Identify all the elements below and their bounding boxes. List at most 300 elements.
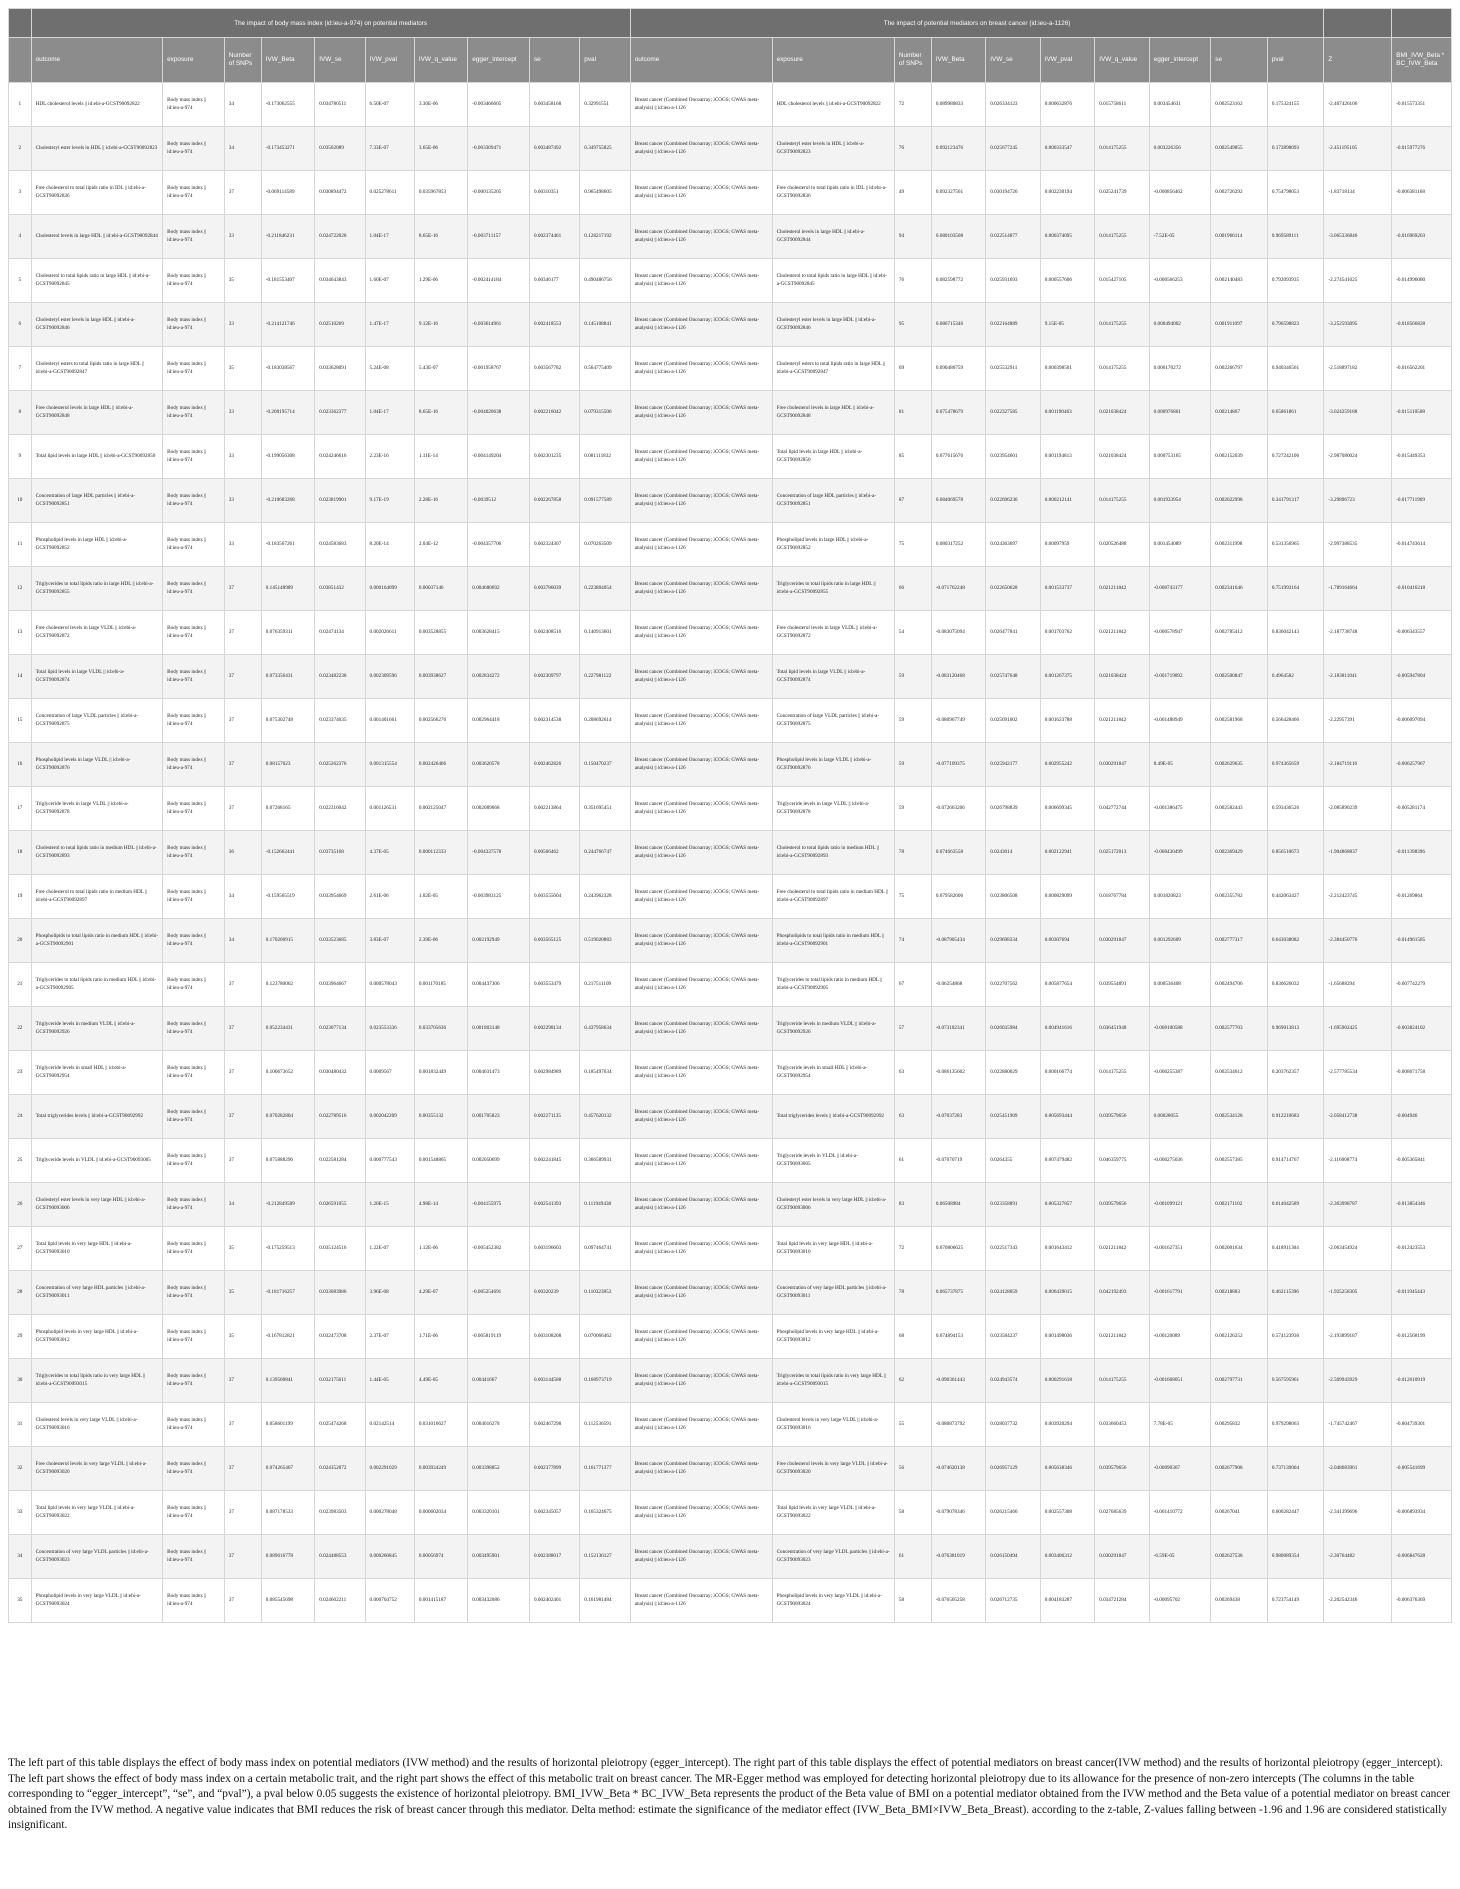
table-cell: 0.003458168 bbox=[529, 83, 579, 127]
table-cell: -0.006847628 bbox=[1392, 1535, 1452, 1579]
table-cell: 2.37E-07 bbox=[365, 1315, 414, 1359]
table-cell: 0.00028055 bbox=[1149, 1095, 1211, 1139]
table-cell: 0.00441667 bbox=[468, 1359, 530, 1403]
table-cell: 0.914714767 bbox=[1267, 1139, 1324, 1183]
table-cell: 62 bbox=[894, 1359, 931, 1403]
table-cell: 0.150470237 bbox=[580, 743, 630, 787]
column-header: IVW_pval bbox=[1040, 38, 1094, 83]
table-cell: 0.026712735 bbox=[986, 1579, 1040, 1623]
table-cell: 0.022650628 bbox=[986, 567, 1040, 611]
table-cell: 0.979298063 bbox=[1267, 1403, 1324, 1447]
table-cell: 0.00320239 bbox=[529, 1271, 579, 1315]
table-cell: -0.011398396 bbox=[1392, 831, 1452, 875]
table-cell: 0.075888296 bbox=[261, 1139, 314, 1183]
table-cell: -0.005947804 bbox=[1392, 655, 1452, 699]
table-cell: Body mass index || id:ieu-a-974 bbox=[163, 963, 225, 1007]
table-cell: 0.003320101 bbox=[468, 1491, 530, 1535]
table-cell: 0.004941616 bbox=[1040, 1007, 1094, 1051]
table-cell: 0.643038082 bbox=[1267, 919, 1324, 963]
table-cell: Body mass index || id:ieu-a-974 bbox=[163, 1095, 225, 1139]
table-cell: 0.097464741 bbox=[580, 1227, 630, 1271]
row-index: 33 bbox=[9, 1491, 32, 1535]
table-cell: 0.090486759 bbox=[931, 347, 985, 391]
table-cell: 57 bbox=[894, 1007, 931, 1051]
table-cell: Total lipid levels in large VLDL || id:ebi-a-GCST90092874 bbox=[31, 655, 163, 699]
table-cell: 55 bbox=[894, 1403, 931, 1447]
table-cell: Phospholipid levels in very large VLDL || id:ebi-a-GCST90093024 bbox=[772, 1579, 894, 1623]
table-cell: 0.002050699 bbox=[468, 1139, 530, 1183]
table-cell: Concentration of large HDL particles || id:ebi-a-GCST90092851 bbox=[772, 479, 894, 523]
table-cell: 0.00310351 bbox=[529, 171, 579, 215]
table-cell: 0.023358891 bbox=[986, 1183, 1040, 1227]
table-cell: 0.001415187 bbox=[414, 1579, 467, 1623]
table-cell: 0.025677245 bbox=[986, 127, 1040, 171]
table-cell: Phospholipid levels in very large HDL || id:ebi-a-GCST90093012 bbox=[772, 1315, 894, 1359]
table-row bbox=[9, 1359, 1452, 1403]
table-cell: 0.001315554 bbox=[365, 743, 414, 787]
table-cell: Breast cancer (Combined Oncoarray; iCOGS; GWAS meta-analysis) || id:ieu-a-1126 bbox=[630, 83, 772, 127]
column-header: se bbox=[529, 38, 579, 83]
table-cell: -0.013854346 bbox=[1392, 1183, 1452, 1227]
table-cell: 0.07268165 bbox=[261, 787, 314, 831]
table-cell: Body mass index || id:ieu-a-974 bbox=[163, 787, 225, 831]
table-cell: Total triglycerides levels || id:ebi-a-GCST90092992 bbox=[31, 1095, 163, 1139]
table-cell: Concentration of large VLDL particles || id:ebi-a-GCST90092875 bbox=[772, 699, 894, 743]
table-cell: 0.030291847 bbox=[1095, 919, 1149, 963]
table-row bbox=[9, 1227, 1452, 1271]
table-cell: 1.29E-06 bbox=[414, 259, 467, 303]
table-cell: 0.457620132 bbox=[580, 1095, 630, 1139]
column-header: IVW_pval bbox=[365, 38, 414, 83]
table-cell: 0.052234431 bbox=[261, 1007, 314, 1051]
table-cell: 0.004680692 bbox=[468, 567, 530, 611]
table-cell: 0.969013813 bbox=[1267, 1007, 1324, 1051]
table-cell: 0.00269438 bbox=[1211, 1579, 1268, 1623]
table-cell: 0.567595961 bbox=[1267, 1359, 1324, 1403]
table-cell: 0.0009567 bbox=[365, 1051, 414, 1095]
table-cell: 0.0243014 bbox=[986, 831, 1040, 875]
table-cell: 56 bbox=[894, 1447, 931, 1491]
table-cell: Phospholipid levels in large VLDL || id:ebi-a-GCST90092876 bbox=[772, 743, 894, 787]
table-cell: -0.083120468 bbox=[931, 655, 985, 699]
table-cell: 0.022789516 bbox=[315, 1095, 365, 1139]
table-cell: 0.001933954 bbox=[1149, 479, 1211, 523]
table-cell: -0.016969203 bbox=[1392, 215, 1452, 259]
table-cell: 0.025931693 bbox=[986, 259, 1040, 303]
table-cell: Body mass index || id:ieu-a-974 bbox=[163, 567, 225, 611]
row-index: 26 bbox=[9, 1183, 32, 1227]
table-cell: 8.65E-16 bbox=[414, 391, 467, 435]
table-cell: Total triglycerides levels || id:ebi-a-GCST90092992 bbox=[772, 1095, 894, 1139]
table-cell: Body mass index || id:ieu-a-974 bbox=[163, 1051, 225, 1095]
table-cell: Body mass index || id:ieu-a-974 bbox=[163, 1579, 225, 1623]
table-cell: -2.577785534 bbox=[1324, 1051, 1392, 1095]
table-cell: 1.47E-17 bbox=[365, 303, 414, 347]
table-cell: 0.031016627 bbox=[414, 1403, 467, 1447]
table-cell: Cholesteryl ester levels in very large HDL || id:ebi-a-GCST90093006 bbox=[31, 1183, 163, 1227]
table-cell: 0.00307694 bbox=[1040, 919, 1094, 963]
table-cell: 0.002298134 bbox=[529, 1007, 579, 1051]
table-cell: 72 bbox=[894, 1227, 931, 1271]
table-cell: 0.002369429 bbox=[1211, 831, 1268, 875]
table-cell: Breast cancer (Combined Oncoarray; iCOGS; GWAS meta-analysis) || id:ieu-a-1126 bbox=[630, 831, 772, 875]
table-cell: 34 bbox=[224, 1183, 261, 1227]
table-cell: Free cholesterol levels in very large VLDL || id:ebi-a-GCST90093020 bbox=[772, 1447, 894, 1491]
table-cell: 0.001820823 bbox=[1149, 875, 1211, 919]
table-cell: 0.000829099 bbox=[1040, 875, 1094, 919]
row-index: 34 bbox=[9, 1535, 32, 1579]
table-cell: -2.202542346 bbox=[1324, 1579, 1392, 1623]
table-cell: Concentration of very large VLDL particles || id:ebi-a-GCST90093023 bbox=[772, 1535, 894, 1579]
table-cell: 0.002677908 bbox=[1211, 1447, 1268, 1491]
table-cell: HDL cholesterol levels || id:ebi-a-GCST90092822 bbox=[31, 83, 163, 127]
table-cell: 0.025691002 bbox=[986, 699, 1040, 743]
table-cell: 0.65861861 bbox=[1267, 391, 1324, 435]
table-cell: -0.086135602 bbox=[931, 1051, 985, 1095]
table-cell: 0.000170272 bbox=[1149, 347, 1211, 391]
table-cell: 0.002523162 bbox=[1211, 83, 1268, 127]
table-cell: -1.904868837 bbox=[1324, 831, 1392, 875]
table-cell: 0.003553479 bbox=[529, 963, 579, 1007]
table-cell: 0.022327585 bbox=[986, 391, 1040, 435]
mediator-table bbox=[8, 8, 1452, 1623]
table-row bbox=[9, 919, 1452, 963]
table-cell: 3.30E-06 bbox=[414, 83, 467, 127]
table-cell: 2.61E-06 bbox=[365, 875, 414, 919]
table-cell: 0.000557606 bbox=[1040, 259, 1094, 303]
table-cell: 0.025451909 bbox=[986, 1095, 1040, 1139]
table-cell: -0.000135205 bbox=[468, 171, 530, 215]
table-cell: -1.789164664 bbox=[1324, 567, 1392, 611]
row-index: 24 bbox=[9, 1095, 32, 1139]
table-cell: 0.002324307 bbox=[529, 523, 579, 567]
table-row bbox=[9, 391, 1452, 435]
table-cell: Breast cancer (Combined Oncoarray; iCOGS; GWAS meta-analysis) || id:ieu-a-1126 bbox=[630, 127, 772, 171]
table-cell: 0.001803148 bbox=[468, 1007, 530, 1051]
table-cell: 67 bbox=[894, 963, 931, 1007]
table-cell: 0.161981484 bbox=[580, 1579, 630, 1623]
table-cell: 35 bbox=[224, 1271, 261, 1315]
table-cell: -0.06254868 bbox=[931, 963, 985, 1007]
table-cell: Phospholipid levels in large HDL || id:ebi-a-GCST90092852 bbox=[772, 523, 894, 567]
table-cell: -0.003614961 bbox=[468, 303, 530, 347]
table-cell: Cholesteryl ester levels in large HDL || id:ebi-a-GCST90092846 bbox=[772, 303, 894, 347]
table-cell: 0.003226356 bbox=[1149, 127, 1211, 171]
table-cell: -0.080967749 bbox=[931, 699, 985, 743]
table-cell: -0.003824102 bbox=[1392, 1007, 1452, 1051]
table-cell: -3.252593095 bbox=[1324, 303, 1392, 347]
table-cell: 0.002309797 bbox=[529, 655, 579, 699]
table-cell: -0.01269864 bbox=[1392, 875, 1452, 919]
table-cell: 8.49E-05 bbox=[1149, 743, 1211, 787]
table-cell: 0.002140483 bbox=[1211, 259, 1268, 303]
table-cell: Breast cancer (Combined Oncoarray; iCOGS; GWAS meta-analysis) || id:ieu-a-1126 bbox=[630, 1535, 772, 1579]
table-cell: -1.83718134 bbox=[1324, 171, 1392, 215]
table-cell: 1.04E-17 bbox=[365, 215, 414, 259]
table-cell: 0.024246616 bbox=[315, 435, 365, 479]
table-cell: 0.002152039 bbox=[1211, 435, 1268, 479]
table-cell: 0.002022998 bbox=[1211, 479, 1268, 523]
table-cell: Body mass index || id:ieu-a-974 bbox=[163, 1447, 225, 1491]
table-cell: 0.021211842 bbox=[1095, 1227, 1149, 1271]
table-cell: 0.001190463 bbox=[1040, 391, 1094, 435]
table-cell: -0.006376369 bbox=[1392, 1579, 1452, 1623]
column-header: pval bbox=[1267, 38, 1324, 83]
table-row bbox=[9, 1139, 1452, 1183]
table-cell: 0.170200915 bbox=[261, 919, 314, 963]
table-cell: Body mass index || id:ieu-a-974 bbox=[163, 1491, 225, 1535]
table-cell: 0.005877654 bbox=[1040, 963, 1094, 1007]
table-cell: -0.07037283 bbox=[931, 1095, 985, 1139]
table-cell: 0.025474268 bbox=[315, 1403, 365, 1447]
table-row bbox=[9, 127, 1452, 171]
table-cell: 0.00355132 bbox=[414, 1095, 467, 1139]
table-cell: 0.244766747 bbox=[580, 831, 630, 875]
table-cell: 0.462115396 bbox=[1267, 1271, 1324, 1315]
table-cell: 0.175324155 bbox=[1267, 83, 1324, 127]
table-cell: -2.22957391 bbox=[1324, 699, 1392, 743]
table-cell: Breast cancer (Combined Oncoarray; iCOGS; GWAS meta-analysis) || id:ieu-a-1126 bbox=[630, 1007, 772, 1051]
table-cell: 0.039579656 bbox=[1095, 1183, 1149, 1227]
table-cell: 0.002230194 bbox=[1040, 171, 1094, 215]
table-cell: 0.000260845 bbox=[365, 1535, 414, 1579]
table-cell: 59 bbox=[894, 787, 931, 831]
table-cell: 0.110323853 bbox=[580, 1271, 630, 1315]
table-cell: 0.003555604 bbox=[529, 875, 579, 919]
table-cell: -0.175259513 bbox=[261, 1227, 314, 1271]
table-cell: 49 bbox=[894, 171, 931, 215]
column-header: Number of SNPs bbox=[894, 38, 931, 83]
table-cell: Free cholesterol levels in large HDL || id:ebi-a-GCST90092848 bbox=[31, 391, 163, 435]
table-cell: 9.12E-16 bbox=[414, 303, 467, 347]
group-header-product bbox=[1392, 9, 1452, 38]
table-cell: -0.090361443 bbox=[931, 1359, 985, 1403]
table-cell: 0.025278611 bbox=[365, 171, 414, 215]
table-cell: Concentration of very large HDL particles || id:ebi-a-GCST90093011 bbox=[772, 1271, 894, 1315]
table-cell: 1.22E-07 bbox=[365, 1227, 414, 1271]
table-cell: -0.001617791 bbox=[1149, 1271, 1211, 1315]
table-cell: 0.002577703 bbox=[1211, 1007, 1268, 1051]
table-cell: 0.002355782 bbox=[1211, 875, 1268, 919]
table-cell: Breast cancer (Combined Oncoarray; iCOGS; GWAS meta-analysis) || id:ieu-a-1126 bbox=[630, 699, 772, 743]
table-cell: 0.070806625 bbox=[931, 1227, 985, 1271]
table-cell: Triglycerides to total lipids ratio in medium HDL || id:ebi-a-GCST90092905 bbox=[772, 963, 894, 1007]
table-cell: Body mass index || id:ieu-a-974 bbox=[163, 1139, 225, 1183]
table-cell: 59 bbox=[894, 655, 931, 699]
table-cell: -0.012423553 bbox=[1392, 1227, 1452, 1271]
table-cell: -3.065336846 bbox=[1324, 215, 1392, 259]
table-cell: 0.024488553 bbox=[315, 1535, 365, 1579]
table-cell: Body mass index || id:ieu-a-974 bbox=[163, 1227, 225, 1271]
table-cell: 0.023819901 bbox=[315, 479, 365, 523]
table-cell: -0.00095702 bbox=[1149, 1579, 1211, 1623]
table-cell: 0.023983503 bbox=[315, 1491, 365, 1535]
table-cell: 0.003920294 bbox=[1040, 1403, 1094, 1447]
table-cell: 0.001498036 bbox=[1040, 1315, 1094, 1359]
table-cell: 0.566428466 bbox=[1267, 699, 1324, 743]
table-cell: 0.079315506 bbox=[580, 391, 630, 435]
table-cell: -2.341399696 bbox=[1324, 1491, 1392, 1535]
table-cell: -0.003466605 bbox=[468, 83, 530, 127]
table-cell: 0.003196603 bbox=[529, 1227, 579, 1271]
table-cell: 0.002402401 bbox=[529, 1579, 579, 1623]
table-cell: 0.002388017 bbox=[529, 1535, 579, 1579]
table-cell: 0.006699345 bbox=[1040, 787, 1094, 831]
table-cell: -0.005365841 bbox=[1392, 1139, 1452, 1183]
table-cell: 0.021211842 bbox=[1095, 611, 1149, 655]
table-cell: 0.076359311 bbox=[261, 611, 314, 655]
table-cell: 0.023806508 bbox=[986, 875, 1040, 919]
table-cell: -3.29896723 bbox=[1324, 479, 1392, 523]
table-cell: -0.016562201 bbox=[1392, 347, 1452, 391]
table-cell: 0.002311998 bbox=[1211, 523, 1268, 567]
table-cell: 0.754798053 bbox=[1267, 171, 1324, 215]
table-cell: Body mass index || id:ieu-a-974 bbox=[163, 127, 225, 171]
table-cell: Triglyceride levels in large VLDL || id:ebi-a-GCST90092878 bbox=[772, 787, 894, 831]
table-cell: 0.002726292 bbox=[1211, 171, 1268, 215]
table-cell: -3.024259188 bbox=[1324, 391, 1392, 435]
table-cell: 0.002964418 bbox=[468, 699, 530, 743]
table-cell: 0.519020883 bbox=[580, 919, 630, 963]
table-cell: 2.23E-16 bbox=[365, 435, 414, 479]
table-cell: 0.723754149 bbox=[1267, 1579, 1324, 1623]
table-cell: 34 bbox=[224, 875, 261, 919]
table-cell: 0.000164099 bbox=[365, 567, 414, 611]
table-cell: 0.002126252 bbox=[1211, 1315, 1268, 1359]
table-cell: Concentration of very large VLDL particles || id:ebi-a-GCST90093023 bbox=[31, 1535, 163, 1579]
row-index: 18 bbox=[9, 831, 32, 875]
table-cell: 0.341791317 bbox=[1267, 479, 1324, 523]
table-cell: 0.003620578 bbox=[468, 743, 530, 787]
row-index: 12 bbox=[9, 567, 32, 611]
table-cell: 0.033964667 bbox=[315, 963, 365, 1007]
table-cell: 0.796598823 bbox=[1267, 303, 1324, 347]
table-cell: 3.83E-07 bbox=[365, 919, 414, 963]
table-cell: 7.33E-07 bbox=[365, 127, 414, 171]
table-cell: 0.00295832 bbox=[1211, 1403, 1268, 1447]
table-cell: 0.006439015 bbox=[1040, 1271, 1094, 1315]
table-cell: 0.02142514 bbox=[365, 1403, 414, 1447]
table-cell: 0.034721284 bbox=[1095, 1579, 1149, 1623]
table-cell: 0.026477841 bbox=[986, 611, 1040, 655]
table-cell: 0.173898093 bbox=[1267, 127, 1324, 171]
row-index: 8 bbox=[9, 391, 32, 435]
table-cell: -0.167812821 bbox=[261, 1315, 314, 1359]
table-cell: 0.030894472 bbox=[315, 171, 365, 215]
table-cell: 0.002557385 bbox=[1211, 1139, 1268, 1183]
table-cell: 0.014175255 bbox=[1095, 347, 1149, 391]
table-cell: 4.49E-05 bbox=[414, 1359, 467, 1403]
table-cell: -0.004739301 bbox=[1392, 1403, 1452, 1447]
table-cell: Body mass index || id:ieu-a-974 bbox=[163, 479, 225, 523]
table-cell: 0.023077134 bbox=[315, 1007, 365, 1051]
table-cell: 0.018767784 bbox=[1095, 875, 1149, 919]
table-cell: 0.564775409 bbox=[580, 347, 630, 391]
table-cell: Body mass index || id:ieu-a-974 bbox=[163, 1359, 225, 1403]
table-cell: 0.002557308 bbox=[1040, 1491, 1094, 1535]
table-cell: 1.44E-05 bbox=[365, 1359, 414, 1403]
table-cell: 0.203762357 bbox=[1267, 1051, 1324, 1095]
table-cell: Breast cancer (Combined Oncoarray; iCOGS; GWAS meta-analysis) || id:ieu-a-1126 bbox=[630, 435, 772, 479]
table-cell: 0.974365659 bbox=[1267, 743, 1324, 787]
table-cell: 0.002266797 bbox=[1211, 347, 1268, 391]
table-cell: -0.006097094 bbox=[1392, 699, 1452, 743]
table-cell: -0.011945443 bbox=[1392, 1271, 1452, 1315]
table-cell: -0.012610919 bbox=[1392, 1359, 1452, 1403]
table-cell: 0.002408516 bbox=[529, 611, 579, 655]
table-row bbox=[9, 831, 1452, 875]
table-cell: 33 bbox=[224, 215, 261, 259]
table-cell: 0.000398501 bbox=[1040, 347, 1094, 391]
table-cell: 0.027685639 bbox=[1095, 1491, 1149, 1535]
table-cell: 0.003406312 bbox=[1040, 1535, 1094, 1579]
row-index: 11 bbox=[9, 523, 32, 567]
table-cell: -0.076505258 bbox=[931, 1579, 985, 1623]
column-header: exposure bbox=[163, 38, 225, 83]
table-cell: Body mass index || id:ieu-a-974 bbox=[163, 1403, 225, 1447]
column-header-index bbox=[9, 38, 32, 83]
table-cell: 0.139560841 bbox=[261, 1359, 314, 1403]
table-cell: -2.193899187 bbox=[1324, 1315, 1392, 1359]
table-cell: -0.000100588 bbox=[1149, 1007, 1211, 1051]
table-cell: 0.026798839 bbox=[986, 787, 1040, 831]
table-cell: Body mass index || id:ieu-a-974 bbox=[163, 831, 225, 875]
table-cell: 0.002494706 bbox=[1211, 963, 1268, 1007]
table-cell: -0.008671758 bbox=[1392, 1051, 1452, 1095]
table-cell: 0.003454631 bbox=[1149, 83, 1211, 127]
table-row bbox=[9, 1051, 1452, 1095]
table-cell: 0.001170185 bbox=[414, 963, 467, 1007]
table-cell: -0.005541699 bbox=[1392, 1447, 1452, 1491]
table-cell: Breast cancer (Combined Oncoarray; iCOGS; GWAS meta-analysis) || id:ieu-a-1126 bbox=[630, 1271, 772, 1315]
table-cell: -0.001958767 bbox=[468, 347, 530, 391]
table-cell: Breast cancer (Combined Oncoarray; iCOGS; GWAS meta-analysis) || id:ieu-a-1126 bbox=[630, 743, 772, 787]
table-cell: 0.002026611 bbox=[365, 611, 414, 655]
table-cell: 0.074894153 bbox=[931, 1315, 985, 1359]
table-row bbox=[9, 655, 1452, 699]
table-cell: 63 bbox=[894, 1095, 931, 1139]
table-cell: 1.71E-06 bbox=[414, 1315, 467, 1359]
table-cell: HDL cholesterol levels || id:ebi-a-GCST90092822 bbox=[772, 83, 894, 127]
row-index: 7 bbox=[9, 347, 32, 391]
table-cell: 76 bbox=[894, 259, 931, 303]
table-cell: 58 bbox=[894, 1579, 931, 1623]
row-index: 30 bbox=[9, 1359, 32, 1403]
table-cell: 37 bbox=[224, 655, 261, 699]
table-cell: 0.00566462 bbox=[529, 831, 579, 875]
table-cell: 0.024602211 bbox=[315, 1579, 365, 1623]
row-index: 35 bbox=[9, 1579, 32, 1623]
table-cell: -0.002414184 bbox=[468, 259, 530, 303]
table-cell: 0.001911097 bbox=[1211, 303, 1268, 347]
table-cell: 0.081111832 bbox=[580, 435, 630, 479]
table-cell: -0.000566253 bbox=[1149, 259, 1211, 303]
table-cell: Body mass index || id:ieu-a-974 bbox=[163, 1007, 225, 1051]
table-cell: Body mass index || id:ieu-a-974 bbox=[163, 391, 225, 435]
table-cell: 72 bbox=[894, 83, 931, 127]
table-cell: -0.211846231 bbox=[261, 215, 314, 259]
table-row bbox=[9, 1579, 1452, 1623]
table-cell: Cholesteryl ester levels in HDL || id:ebi-a-GCST90092823 bbox=[772, 127, 894, 171]
table-cell: -2.274541025 bbox=[1324, 259, 1392, 303]
table-cell: 33 bbox=[224, 303, 261, 347]
table-cell: -2.363998787 bbox=[1324, 1183, 1392, 1227]
table-cell: 0.003108208 bbox=[529, 1315, 579, 1359]
table-cell: Breast cancer (Combined Oncoarray; iCOGS; GWAS meta-analysis) || id:ieu-a-1126 bbox=[630, 875, 772, 919]
table-cell: 0.004016278 bbox=[468, 1403, 530, 1447]
table-cell: -0.004155975 bbox=[468, 1183, 530, 1227]
table-cell: -0.07070719 bbox=[931, 1139, 985, 1183]
